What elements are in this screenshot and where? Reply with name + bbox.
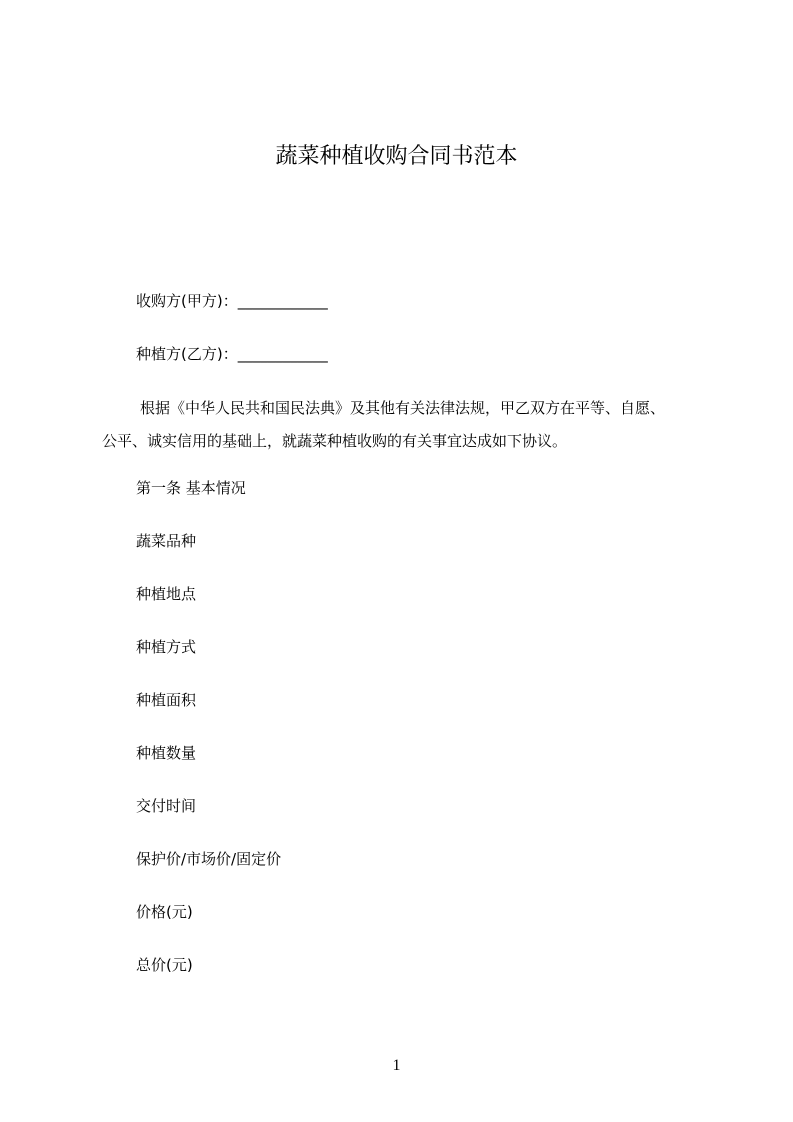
intro-line-2: 公平、诚实信用的基础上，就蔬菜种植收购的有关事宜达成如下协议。: [102, 432, 568, 450]
intro-paragraph: [102, 392, 666, 458]
item-planting-area: 种植面积: [136, 691, 197, 709]
grower-party-line: 种植方(乙方)：____________: [136, 345, 328, 363]
item-planting-quantity: 种植数量: [136, 744, 197, 762]
buyer-party-line: 收购方(甲方)：____________: [136, 292, 328, 310]
item-total-price: 总价(元): [136, 956, 193, 974]
item-unit-price: 价格(元): [136, 903, 193, 921]
page-number: 1: [392, 1057, 401, 1074]
item-planting-location: 种植地点: [136, 585, 197, 603]
document-title: 蔬菜种植收购合同书范本: [275, 144, 518, 169]
intro-line-1: 根据《中华人民共和国民法典》及其他有关法律法规，甲乙双方在平等、自愿、: [140, 399, 666, 417]
item-planting-method: 种植方式: [136, 638, 197, 656]
article-1-heading: 第一条 基本情况: [136, 479, 246, 497]
item-vegetable-variety: 蔬菜品种: [136, 532, 197, 550]
item-delivery-time: 交付时间: [136, 797, 197, 815]
item-price-type: 保护价/市场价/固定价: [136, 850, 282, 868]
